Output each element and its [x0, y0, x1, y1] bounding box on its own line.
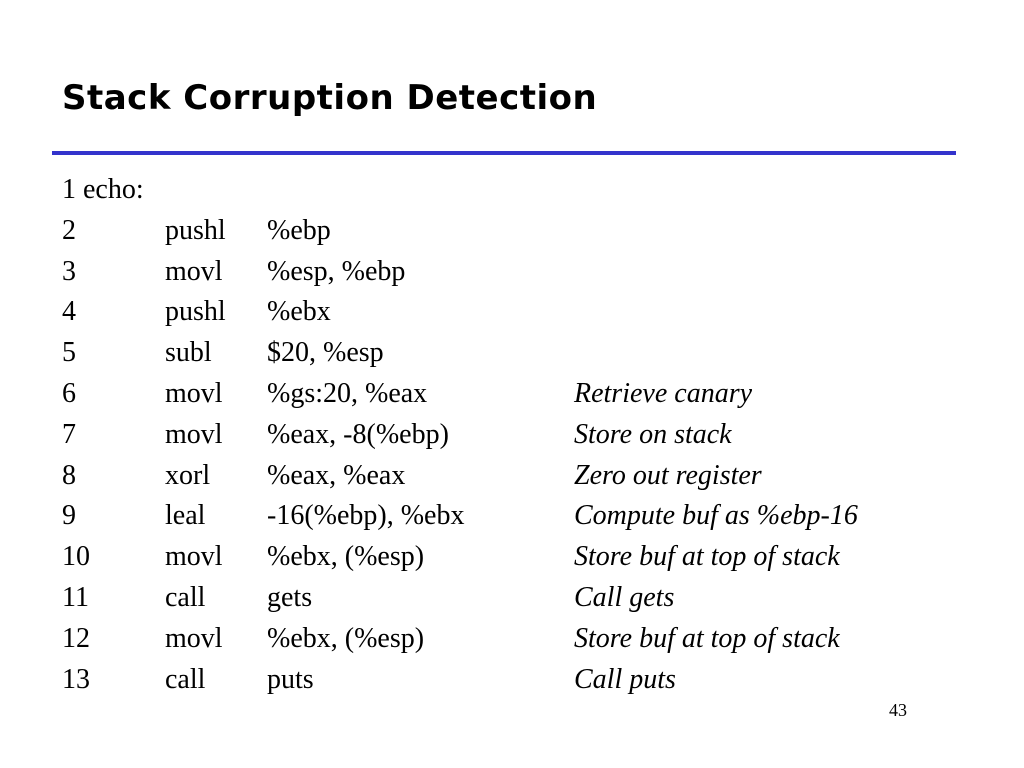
- instruction-comment: Store on stack: [574, 418, 732, 450]
- title-divider: [52, 151, 956, 155]
- instruction-comment: Call gets: [574, 581, 675, 613]
- instruction-opcode: pushl: [165, 214, 226, 246]
- instruction-operands: %ebx: [267, 296, 331, 328]
- line-number: 3: [62, 255, 76, 287]
- instruction-operands: %eax, -8(%ebp): [267, 418, 449, 450]
- instruction-operands: %ebx, (%esp): [267, 622, 425, 654]
- instruction-operands: -16(%ebp), %ebx: [267, 500, 465, 532]
- instruction-comment: Store buf at top of stack: [574, 541, 840, 573]
- instruction-opcode: pushl: [165, 296, 226, 328]
- line-number: 4: [62, 296, 76, 328]
- instruction-opcode: movl: [165, 622, 223, 654]
- line-number: 13: [62, 663, 90, 695]
- instruction-operands: %ebp: [267, 214, 331, 246]
- instruction-operands: %esp, %ebp: [267, 255, 406, 287]
- instruction-opcode: leal: [165, 500, 206, 532]
- slide-title: Stack Corruption Detection: [62, 78, 598, 118]
- line-number: 8: [62, 459, 76, 491]
- line-number: 11: [62, 581, 89, 613]
- instruction-opcode: movl: [165, 541, 223, 573]
- instruction-operands: puts: [267, 663, 314, 695]
- line-number: 6: [62, 377, 76, 409]
- instruction-opcode: movl: [165, 418, 223, 450]
- line-number: 9: [62, 500, 76, 532]
- instruction-comment: Compute buf as %ebp-16: [574, 500, 858, 532]
- line-number: 10: [62, 541, 90, 573]
- instruction-comment: Call puts: [574, 663, 676, 695]
- instruction-comment: Retrieve canary: [574, 377, 753, 409]
- line-number: 12: [62, 622, 90, 654]
- instruction-operands: %ebx, (%esp): [267, 541, 425, 573]
- line-number: 7: [62, 418, 76, 450]
- instruction-opcode: subl: [165, 337, 212, 369]
- page-number: 43: [889, 700, 907, 720]
- instruction-opcode: call: [165, 581, 206, 613]
- line-number: 2: [62, 214, 76, 246]
- instruction-comment: Zero out register: [574, 459, 762, 491]
- instruction-opcode: movl: [165, 255, 223, 287]
- instruction-operands: $20, %esp: [267, 337, 384, 369]
- function-label: 1 echo:: [62, 174, 144, 205]
- instruction-operands: %eax, %eax: [267, 459, 406, 491]
- line-number: 5: [62, 337, 76, 369]
- instruction-opcode: movl: [165, 377, 223, 409]
- instruction-comment: Store buf at top of stack: [574, 622, 840, 654]
- instruction-operands: %gs:20, %eax: [267, 377, 428, 409]
- instruction-opcode: call: [165, 663, 206, 695]
- instruction-opcode: xorl: [165, 459, 211, 491]
- instruction-operands: gets: [267, 581, 313, 613]
